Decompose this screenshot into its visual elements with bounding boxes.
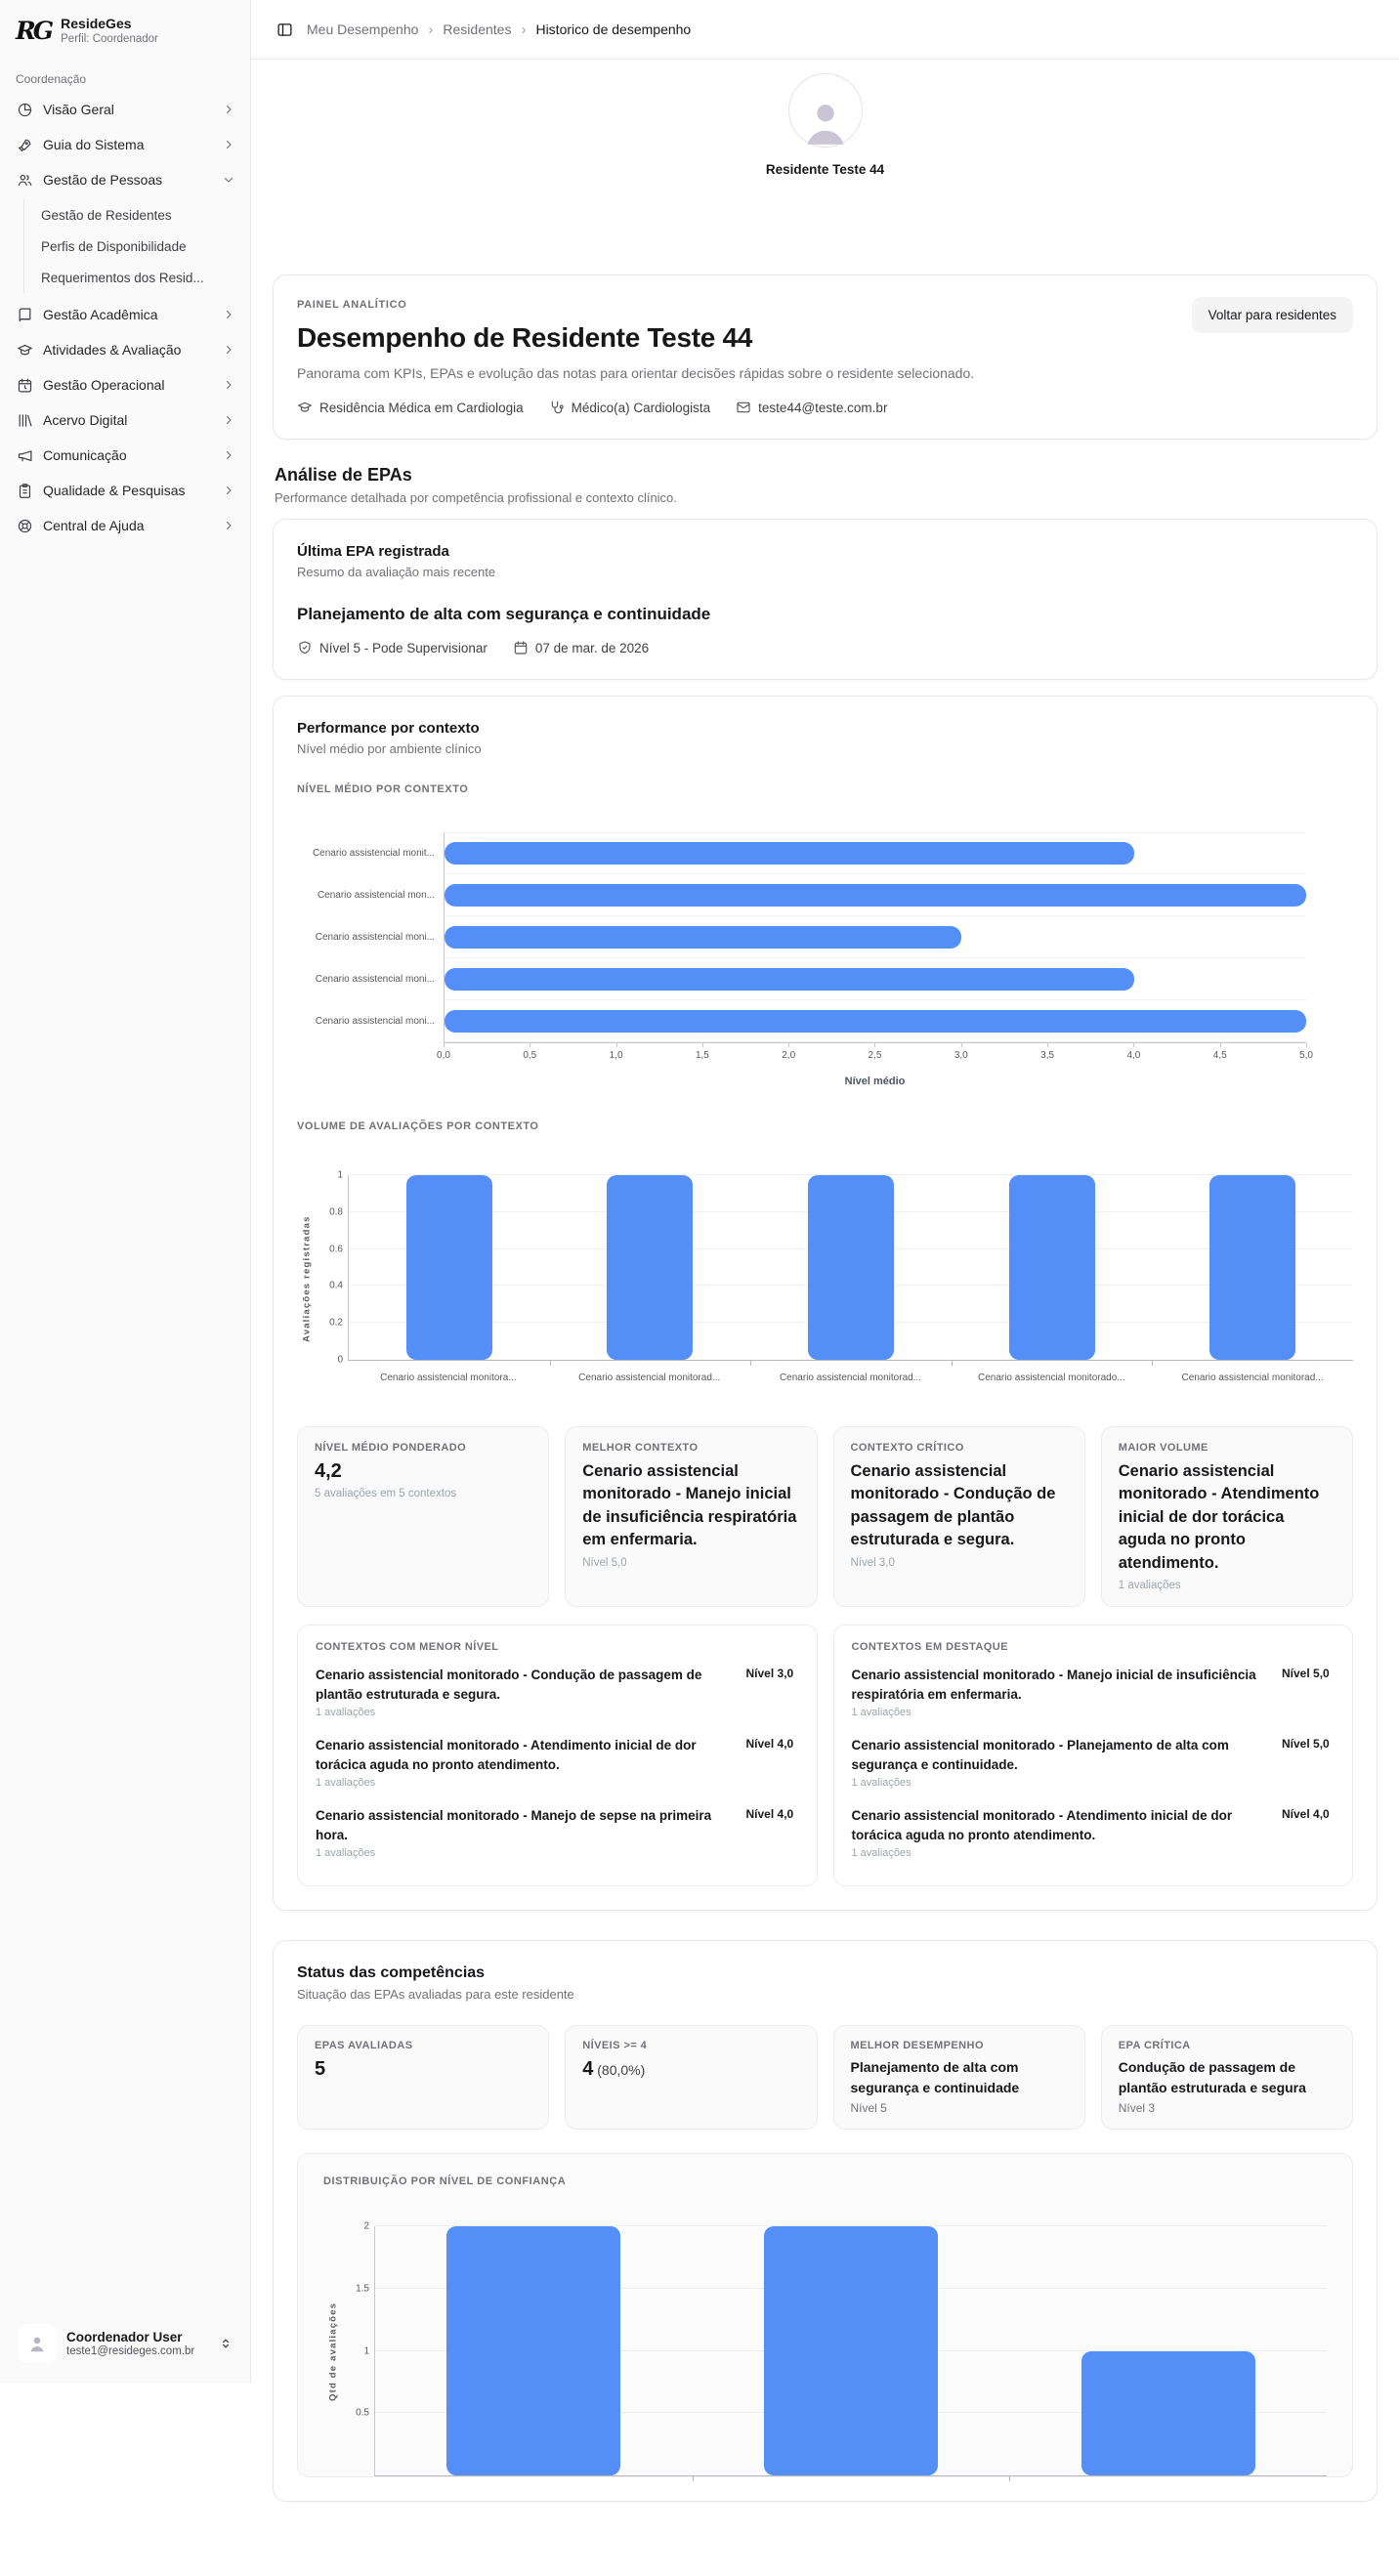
sidebar-user[interactable] [12,2318,238,2369]
vbar-slot [550,1175,751,1360]
y-tick-label: 0.6 [329,1244,343,1255]
sidebar-item-acervo-digital[interactable] [0,402,250,438]
resident-hero [273,60,1378,177]
x-tick-label: 0,5 [523,1050,537,1061]
hbar-track [444,916,1306,958]
meta-text: teste44@teste.com.br [758,400,888,415]
meta-text: Médico(a) Cardiologista [571,400,711,415]
x-axis-tick [550,1360,551,1366]
shield-check-icon [297,640,313,655]
meta-teste44-teste-com-br [736,400,887,415]
page-content [251,60,1399,2576]
x-tick-label: 1,0 [609,1050,623,1061]
performance-card [273,696,1378,1911]
x-category-label: Cenario assistencial monitorado... [977,1372,1125,1383]
context-list-item [316,1797,799,1868]
chevron-right-icon [223,344,234,356]
hbar-category-label: Cenario assistencial moni... [315,932,435,943]
kpi-value-suffix: (80,0%) [593,2062,646,2079]
x-category-label: Cenario assistencial monitorad... [1181,1372,1324,1383]
kpi-label: MELHOR CONTEXTO [582,1442,699,1454]
kpi-value: 4,2 [315,1460,342,1482]
kpi-value: Cenario assistencial monitorado - Manejo inicial de insuficiência respiratória em enfermaria. [582,1462,797,1549]
y-tick-label: 1 [337,1169,343,1181]
breadcrumb-separator: › [521,21,527,38]
kpi-sub: Nível 3 [1118,2101,1156,2116]
context-name: Cenario assistencial monitorado - Manejo inicial de insuficiência respiratória em enfermaria. [851,1668,1256,1702]
y-tick-label: 0.8 [329,1206,343,1218]
sidebar-item-gestao-de-pessoas[interactable] [0,162,250,197]
pie-chart-icon [16,101,33,118]
stethoscope-icon [549,400,565,415]
context-info [316,1806,733,1859]
sidebar-item-label: Atividades & Avaliação [43,342,182,358]
context-count: 1 avaliações [316,1707,376,1719]
x-axis-tick [1152,1360,1153,1366]
meta-text: 07 de mar. de 2026 [534,640,650,655]
kpi-value: Cenario assistencial monitorado - Atendimento inicial de dor torácica aguda no pronto atendimento. [1118,1462,1320,1572]
context-name: Cenario assistencial monitorado - Planejamento de alta com segurança e continuidade. [851,1738,1229,1772]
epa-section-head [275,465,1376,505]
sidebar-section-label: Coordenação [16,72,87,86]
vbar-plot-area [343,2220,1327,2476]
status-title: Status das competências [297,1964,486,1982]
kpi-epas-avaliadas [297,2025,549,2130]
sidebar-item-visao-geral[interactable] [0,92,250,127]
highlight-contexts-list [852,1657,1335,1868]
y-tick-label: 0.2 [329,1317,343,1329]
hbar-row [297,958,1353,1000]
y-tick-label: 0 [337,1354,343,1366]
context-list-item [852,1727,1335,1797]
meta-nivel-5-pode-supervisionar [297,640,488,655]
hbar-category-label: Cenario assistencial moni... [315,974,435,985]
chevrons-up-down-icon [219,2337,233,2350]
vbar-slot [1009,2226,1327,2475]
sidebar-item-label: Qualidade & Pesquisas [43,483,186,498]
context-name: Cenario assistencial monitorado - Atendimento inicial de dor torácica aguda no pronto atendimento. [316,1738,697,1772]
chevron-right-icon [223,379,234,391]
x-axis-tick [693,2475,694,2481]
kpi-value: Planejamento de alta com segurança e continuidade [850,2059,1020,2095]
status-kpi-row [297,2025,1353,2130]
last-epa-subtitle: Resumo da avaliação mais recente [297,565,496,579]
vbar-1 [607,1175,693,1360]
hbar-4 [445,1010,1306,1033]
vbar-1 [764,2226,938,2475]
mail-icon [736,400,751,415]
hbar-track [444,874,1306,916]
confidence-distribution-chart [323,2220,1327,2476]
vbar-3 [1009,1175,1095,1360]
app-logo [0,0,250,55]
kpi-contexto-critico [833,1426,1085,1607]
user-email: teste1@resideges.com.br [66,2345,195,2357]
main-area [251,0,1399,2419]
epa-section-subtitle: Performance detalhada por competência profissional e contexto clínico. [275,490,677,505]
context-level: Nível 5,0 [1282,1737,1330,1752]
x-axis-tick [750,1360,751,1366]
x-tick-label: 2,0 [782,1050,796,1061]
context-name: Cenario assistencial monitorado - Manejo de sepse na primeira hora. [316,1808,712,1842]
highlight-contexts-title: CONTEXTOS EM DESTAQUE [851,1641,1008,1654]
vbar-bars [349,1175,1353,1360]
sidebar-item-gestao-academica[interactable] [0,297,250,332]
lowest-contexts-list [316,1657,799,1868]
meta-text: Residência Médica em Cardiologia [319,400,524,415]
vbar-slot [1152,1175,1353,1360]
hbar-plot [297,832,1353,1042]
analytic-panel-card [273,274,1378,440]
x-axis-label: Nível médio [844,1076,906,1087]
meta-text: Nível 5 - Pode Supervisionar [319,640,488,655]
hbar-category-label: Cenario assistencial mon... [317,890,435,901]
chevron-right-icon [223,485,234,496]
kpi-epa-critica [1101,2025,1353,2130]
x-tick-label: 3,5 [1040,1050,1055,1061]
last-epa-title: Última EPA registrada [297,543,449,560]
sidebar [0,0,251,2383]
context-name: Cenario assistencial monitorado - Atendimento inicial de dor torácica aguda no pronto atendimento. [851,1808,1233,1842]
x-category-label: Cenario assistencial monitorad... [779,1372,922,1383]
y-tick-label: 2 [363,2220,369,2232]
vbar-slot [750,1175,952,1360]
resident-avatar [788,73,863,148]
resident-name: Residente Teste 44 [765,162,885,177]
sidebar-item-label: Acervo Digital [43,412,128,428]
context-level: Nível 4,0 [745,1737,794,1752]
context-count: 1 avaliações [851,1707,911,1719]
epa-section-title: Análise de EPAs [275,465,412,485]
vbar-chart-title: VOLUME DE AVALIAÇÕES POR CONTEXTO [297,1120,539,1132]
sidebar-item-guia-do-sistema[interactable] [0,127,250,162]
last-epa-card [273,519,1378,680]
hbar-0 [445,842,1134,865]
context-info [852,1666,1269,1718]
context-kpi-row [297,1426,1353,1607]
panel-meta-row [297,400,1353,415]
sidebar-item-label: Gestão de Pessoas [43,172,163,188]
vbar-slot [693,2226,1010,2475]
context-level: Nível 4,0 [1282,1807,1330,1822]
app-profile-label: Perfil: Coordenador [61,33,158,45]
kpi-value: 5 [315,2058,326,2081]
user-name: Coordenador User [66,2330,183,2344]
y-axis-label: Avaliações registradas [301,1215,313,1343]
sidebar-item-label: Central de Ajuda [43,518,145,533]
sidebar-item-qualidade-pesquisas[interactable] [0,473,250,508]
context-count: 1 avaliações [316,1847,376,1860]
panel-description: Panorama com KPIs, EPAs e evolução das notas para orientar decisões rápidas sobre o residente selecionado. [297,365,975,381]
confidence-distribution-card [297,2153,1353,2477]
kpi-melhor-contexto [565,1426,817,1607]
kpi-maior-volume [1101,1426,1353,1607]
x-tick-label: 1,5 [695,1050,709,1061]
sidebar-item-central-de-ajuda[interactable] [0,508,250,543]
hbar-category-label: Cenario assistencial monit... [312,848,435,859]
back-to-residents-button[interactable]: Voltar para residentes [1192,297,1353,333]
meta-residencia-medica-em-cardiologia [297,400,524,415]
kpi-sub: 5 avaliações em 5 contextos [315,1488,457,1499]
confidence-chart-title: DISTRIBUIÇÃO POR NÍVEL DE CONFIANÇA [323,2175,567,2188]
calendar-clock-icon [16,376,33,394]
context-list-item [852,1657,1335,1727]
hbar-track [444,1000,1306,1042]
context-info [852,1806,1269,1859]
hbar-category-label: Cenario assistencial moni... [315,1016,435,1027]
sidebar-item-label: Visão Geral [43,102,114,117]
breadcrumb-separator: › [428,21,434,38]
x-tick-label: 0,0 [437,1050,450,1061]
hbar-1 [445,884,1306,907]
context-count: 1 avaliações [851,1777,911,1790]
vbar-2 [1081,2351,1255,2476]
sidebar-item-label: Gestão Operacional [43,377,165,393]
chevron-right-icon [223,139,234,150]
sidebar-item-comunicacao[interactable] [0,438,250,473]
book-icon [16,306,33,323]
resideges-logo-icon: RG [16,16,52,45]
y-axis-label: Qtd de avaliações [327,2302,339,2401]
hbar-row [297,874,1353,916]
context-level: Nível 3,0 [745,1667,794,1681]
context-info [316,1736,733,1789]
kpi-sub: Nível 5 [850,2101,887,2116]
page-title: Desempenho de Residente Teste 44 [297,322,753,353]
users-icon [16,171,33,189]
context-level: Nível 4,0 [745,1807,794,1822]
kpi-melhor-desempenho [833,2025,1085,2130]
calendar-icon [513,640,529,655]
kpi-label: CONTEXTO CRÍTICO [850,1442,964,1454]
panel-eyebrow: PAINEL ANALÍTICO [297,299,407,311]
context-count: 1 avaliações [316,1777,376,1790]
vbar-0 [406,1175,492,1360]
chevron-right-icon [223,309,234,320]
context-info [316,1666,733,1718]
rocket-icon [16,136,33,153]
context-list-item [316,1727,799,1797]
lowest-contexts-card [297,1625,818,1886]
x-tick-label: 5,0 [1299,1050,1313,1061]
y-tick-label: 1 [363,2345,369,2357]
vbar-bars [375,2226,1327,2475]
kpi-value: Cenario assistencial monitorado - Condução de passagem de plantão estruturada e segura. [850,1462,1056,1549]
x-category-label: Cenario assistencial monitora... [380,1372,517,1383]
chevron-down-icon [223,174,234,186]
y-tick-label: 1.5 [356,2283,369,2295]
chevron-right-icon [223,449,234,461]
hbar-2 [445,926,961,949]
x-axis-tick [952,1360,953,1366]
breadcrumb-item-historico-de-desempenho[interactable]: Historico de desempenho [535,21,692,37]
hbar-row [297,916,1353,958]
context-name: Cenario assistencial monitorado - Condução de passagem de plantão estruturada e segura. [316,1668,702,1702]
sidebar-item-atividades-avaliacao[interactable] [0,332,250,367]
x-tick-label: 2,5 [868,1050,882,1061]
hbar-chart-title: NÍVEL MÉDIO POR CONTEXTO [297,783,469,795]
hbar-row [297,832,1353,874]
chevron-right-icon [223,414,234,426]
sidebar-menu [0,92,250,543]
kpi-value: 4 (80,0%) [582,2058,646,2081]
sidebar-subitem-perfis-de-disponibilidade[interactable]: Perfis de Disponibilidade [41,238,187,254]
context-lists-row [297,1625,1353,1886]
sidebar-submenu [23,199,250,293]
vbar-slot [375,2226,693,2475]
x-category-label: Cenario assistencial monitorad... [578,1372,721,1383]
hbar-3 [445,968,1134,991]
x-tick-label: 4,5 [1212,1050,1227,1061]
breadcrumb-item-residentes[interactable]: Residentes [443,21,512,37]
library-icon [16,411,33,429]
vbar-plot-area [317,1169,1353,1383]
volume-avaliacoes-chart [297,1169,1353,1383]
vbar-slot [952,1175,1153,1360]
kpi-niveis-4 [565,2025,817,2130]
meta-07-de-mar-de-2026 [513,640,649,655]
hbar-track [444,832,1306,874]
chevron-right-icon [223,520,234,531]
clipboard-icon [16,482,33,499]
vbar-slot [349,1175,550,1360]
x-tick-label: 4,0 [1126,1050,1141,1061]
graduation-cap-icon [297,400,313,415]
sidebar-item-label: Comunicação [43,447,127,463]
vbar-4 [1209,1175,1295,1360]
kpi-nivel-medio-ponderado [297,1426,549,1607]
kpi-sub: 1 avaliações [1118,1580,1181,1592]
competency-status-card [273,1940,1378,2502]
kpi-value: Condução de passagem de plantão estruturada e segura [1118,2059,1306,2095]
performance-subtitle: Nível médio por ambiente clínico [297,741,482,756]
sidebar-toggle-icon[interactable] [276,21,293,38]
sidebar-item-label: Gestão Acadêmica [43,307,158,322]
y-tick-label: 0.4 [329,1280,343,1291]
breadcrumb [307,21,691,37]
sidebar-subitem-requerimentos-dos-resid[interactable]: Requerimentos dos Resid... [41,270,204,285]
kpi-sub: Nível 3,0 [850,1556,895,1569]
last-epa-meta-row [297,640,1353,655]
meta-medico-a-cardiologista [549,400,711,415]
megaphone-icon [16,446,33,464]
last-epa-name: Planejamento de alta com segurança e continuidade [297,605,711,623]
graduation-cap-icon [16,341,33,359]
kpi-label: NÍVEL MÉDIO PONDERADO [315,1442,467,1454]
x-tick-label: 3,0 [954,1050,968,1061]
topbar [251,0,1399,60]
kpi-label: EPAS AVALIADAS [315,2040,413,2052]
status-subtitle: Situação das EPAs avaliadas para este residente [297,1987,574,2003]
context-level: Nível 5,0 [1282,1667,1330,1681]
vbar-plot [356,2220,1327,2476]
performance-title: Performance por contexto [297,720,480,737]
nivel-medio-chart [297,832,1353,1087]
context-count: 1 avaliações [851,1847,911,1860]
hbar-row [297,1000,1353,1042]
context-info [852,1736,1269,1789]
breadcrumb-item-meu-desempenho[interactable]: Meu Desempenho [307,21,419,37]
user-avatar-icon [18,2324,57,2363]
sidebar-subitem-gestao-de-residentes[interactable]: Gestão de Residentes [41,207,172,223]
vbar-2 [808,1175,894,1360]
context-list-item [852,1797,1335,1868]
chevron-right-icon [223,104,234,115]
kpi-label: MAIOR VOLUME [1118,1442,1208,1454]
kpi-label: EPA CRÍTICA [1118,2040,1191,2052]
hbar-x-axis [437,1042,1313,1064]
sidebar-item-label: Guia do Sistema [43,137,145,152]
highlight-contexts-card [833,1625,1354,1886]
app-name: ResideGes [61,16,132,31]
y-tick-label: 0.5 [356,2407,369,2419]
context-list-item [316,1657,799,1727]
sidebar-item-gestao-operacional[interactable] [0,367,250,402]
lowest-contexts-title: CONTEXTOS COM MENOR NÍVEL [316,1641,499,1654]
kpi-label: MELHOR DESEMPENHO [850,2040,984,2052]
hbar-track [444,958,1306,1000]
vbar-x-labels [348,1372,1353,1383]
x-axis-tick [1009,2475,1010,2481]
help-buoy-icon [16,517,33,534]
vbar-plot [329,1169,1353,1366]
kpi-sub: Nível 5,0 [582,1556,627,1569]
vbar-0 [446,2226,620,2475]
kpi-label: NÍVEIS >= 4 [582,2040,648,2052]
